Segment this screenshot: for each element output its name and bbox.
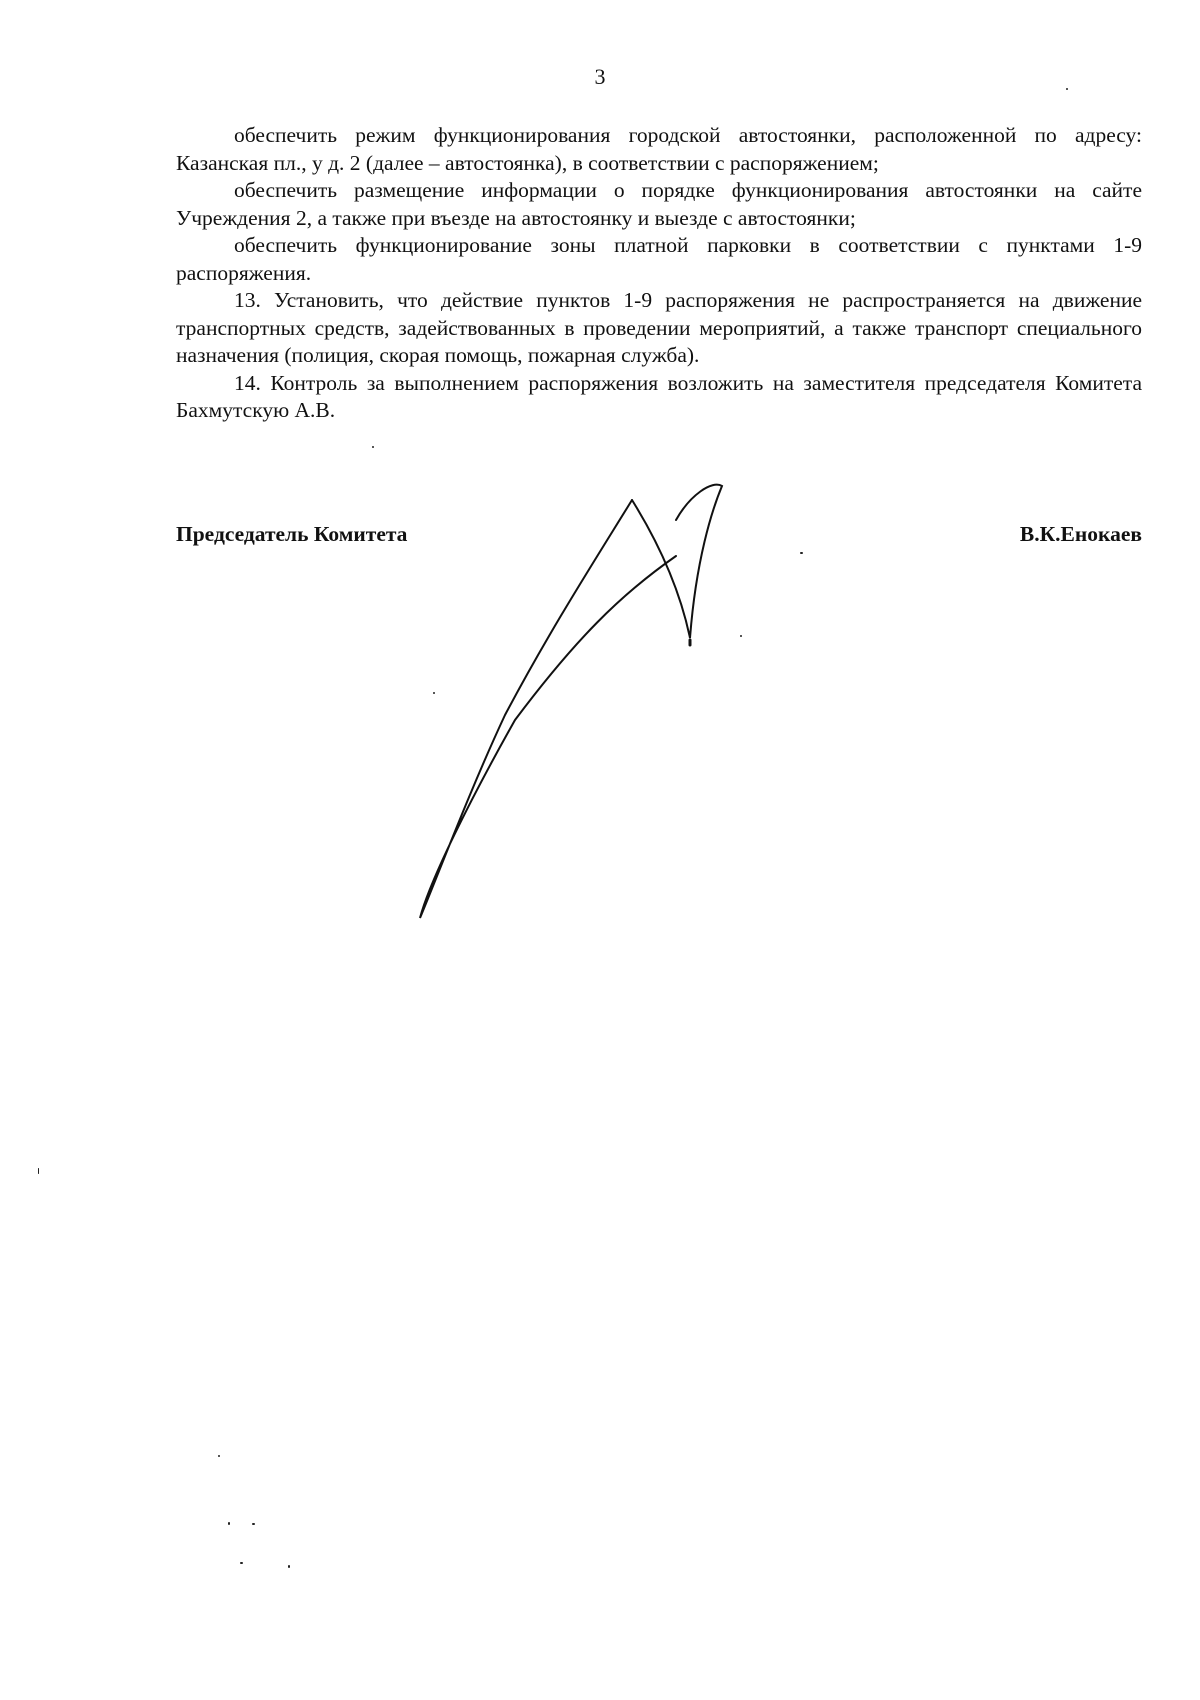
paragraph-parking-regime: обеспечить режим функционирования городской автостоянки, расположенной по адресу: Казанская пл., у д. 2 (далее – автостоянка), в соответствии с распоряжением; bbox=[176, 123, 1142, 175]
scan-speck bbox=[218, 1455, 220, 1457]
scan-speck bbox=[800, 552, 803, 554]
scan-speck bbox=[372, 446, 374, 448]
signatory-name: В.К.Енокаев bbox=[1019, 522, 1142, 546]
scan-speck bbox=[288, 1565, 290, 1568]
paragraph-item-13: 13. Установить, что действие пунктов 1-9 распоряжения не распространяется на движение транспортных средств, задействованных в проведении мероприятий, а также транспорт специального назначения (полиция, скорая помощь, пожарная служба). bbox=[176, 288, 1142, 367]
paragraph-paid-parking-zone: обеспечить функционирование зоны платной парковки в соответствии с пунктами 1-9 распоряжения. bbox=[176, 233, 1142, 285]
page-number: 3 bbox=[594, 64, 606, 89]
scan-speck bbox=[228, 1522, 230, 1525]
document-body bbox=[176, 122, 1142, 425]
scan-speck bbox=[740, 635, 742, 637]
paragraph-information-placement: обеспечить размещение информации о порядке функционирования автостоянки на сайте Учреждения 2, а также при въезде на автостоянку и выезде с автостоянки; bbox=[176, 178, 1142, 230]
scan-speck bbox=[433, 692, 435, 694]
scan-speck bbox=[1066, 88, 1068, 90]
scan-speck bbox=[38, 1168, 39, 1174]
scan-speck bbox=[252, 1523, 255, 1525]
scan-speck bbox=[240, 1562, 243, 1564]
signatory-title: Председатель Комитета bbox=[176, 522, 408, 546]
paragraph-item-14: 14. Контроль за выполнением распоряжения возложить на заместителя председателя Комитета Бахмутскую А.В. bbox=[176, 370, 1142, 422]
